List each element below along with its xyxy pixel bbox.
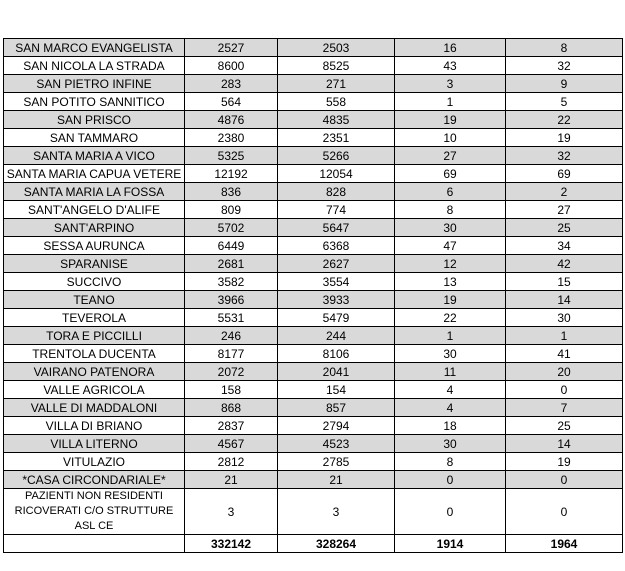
table-row — [4, 291, 623, 309]
value-cell: 5 — [506, 93, 623, 111]
table-row — [4, 201, 623, 219]
value-cell: 5266 — [278, 147, 395, 165]
table-row — [4, 435, 623, 453]
table-row — [4, 183, 623, 201]
value-cell: 2527 — [185, 39, 278, 57]
comune-cell: VALLE AGRICOLA — [4, 381, 185, 399]
value-cell: 4876 — [185, 111, 278, 129]
value-cell: 21 — [185, 471, 278, 489]
table-row — [4, 147, 623, 165]
comune-cell: VITULAZIO — [4, 453, 185, 471]
value-cell: 25 — [506, 417, 623, 435]
value-cell: 5702 — [185, 219, 278, 237]
value-cell: 5325 — [185, 147, 278, 165]
table-row — [4, 237, 623, 255]
data-table — [3, 38, 623, 553]
table-row — [4, 309, 623, 327]
comune-cell: SAN POTITO SANNITICO — [4, 93, 185, 111]
table-row — [4, 345, 623, 363]
value-cell: 27 — [506, 201, 623, 219]
value-cell: 154 — [278, 381, 395, 399]
value-cell: 42 — [506, 255, 623, 273]
comune-cell: TEVEROLA — [4, 309, 185, 327]
value-cell: 3 — [185, 489, 278, 535]
value-cell: 3554 — [278, 273, 395, 291]
value-cell: 6368 — [278, 237, 395, 255]
value-cell: 8 — [506, 39, 623, 57]
value-cell: 10 — [395, 129, 506, 147]
table-row — [4, 165, 623, 183]
value-cell: 4567 — [185, 435, 278, 453]
table-row — [4, 417, 623, 435]
value-cell: 69 — [395, 165, 506, 183]
value-cell: 8177 — [185, 345, 278, 363]
value-cell: 564 — [185, 93, 278, 111]
value-cell: 12054 — [278, 165, 395, 183]
table-row — [4, 327, 623, 345]
value-cell: 2380 — [185, 129, 278, 147]
value-cell: 7 — [506, 399, 623, 417]
value-cell: 8106 — [278, 345, 395, 363]
value-cell: 774 — [278, 201, 395, 219]
comune-cell: VILLA LITERNO — [4, 435, 185, 453]
table-row — [4, 273, 623, 291]
comune-cell: SANT'ANGELO D'ALIFE — [4, 201, 185, 219]
value-cell: 857 — [278, 399, 395, 417]
value-cell: 19 — [506, 453, 623, 471]
comune-cell: SAN TAMMARO — [4, 129, 185, 147]
value-cell: 69 — [506, 165, 623, 183]
value-cell: 22 — [506, 111, 623, 129]
value-cell: 8525 — [278, 57, 395, 75]
comune-cell: SAN PIETRO INFINE — [4, 75, 185, 93]
value-cell: 1 — [506, 327, 623, 345]
value-cell: 3582 — [185, 273, 278, 291]
value-cell: 828 — [278, 183, 395, 201]
value-cell: 11 — [395, 363, 506, 381]
value-cell: 8 — [395, 453, 506, 471]
value-cell: 0 — [395, 471, 506, 489]
value-cell: 34 — [506, 237, 623, 255]
value-cell: 19 — [395, 291, 506, 309]
comune-cell: TEANO — [4, 291, 185, 309]
totals-row — [4, 535, 623, 553]
value-cell: 3 — [395, 75, 506, 93]
value-cell: 9 — [506, 75, 623, 93]
comune-cell: SANTA MARIA A VICO — [4, 147, 185, 165]
value-cell: 19 — [506, 129, 623, 147]
value-cell: 15 — [506, 273, 623, 291]
value-cell: 328264 — [278, 535, 395, 553]
value-cell: 0 — [506, 471, 623, 489]
value-cell: 25 — [506, 219, 623, 237]
table-row — [4, 381, 623, 399]
comune-cell: SANTA MARIA LA FOSSA — [4, 183, 185, 201]
value-cell: 30 — [506, 309, 623, 327]
value-cell: 19 — [395, 111, 506, 129]
value-cell: 5531 — [185, 309, 278, 327]
comune-cell: SPARANISE — [4, 255, 185, 273]
value-cell: 2627 — [278, 255, 395, 273]
comune-cell: SANTA MARIA CAPUA VETERE — [4, 165, 185, 183]
value-cell: 3933 — [278, 291, 395, 309]
table-row — [4, 39, 623, 57]
comune-cell: VILLA DI BRIANO — [4, 417, 185, 435]
value-cell: 0 — [395, 489, 506, 535]
value-cell: 2837 — [185, 417, 278, 435]
value-cell: 8 — [395, 201, 506, 219]
value-cell: 14 — [506, 291, 623, 309]
value-cell: 32 — [506, 57, 623, 75]
value-cell: 41 — [506, 345, 623, 363]
value-cell: 0 — [506, 489, 623, 535]
value-cell: 836 — [185, 183, 278, 201]
value-cell: 12192 — [185, 165, 278, 183]
table-row — [4, 255, 623, 273]
table-row — [4, 489, 623, 535]
table-row — [4, 363, 623, 381]
value-cell: 12 — [395, 255, 506, 273]
value-cell: 27 — [395, 147, 506, 165]
value-cell: 3 — [278, 489, 395, 535]
comune-cell: TORA E PICCILLI — [4, 327, 185, 345]
value-cell: 32 — [506, 147, 623, 165]
value-cell: 2 — [506, 183, 623, 201]
value-cell: 47 — [395, 237, 506, 255]
value-cell: 246 — [185, 327, 278, 345]
table-row — [4, 219, 623, 237]
value-cell: 13 — [395, 273, 506, 291]
value-cell: 22 — [395, 309, 506, 327]
value-cell: 2812 — [185, 453, 278, 471]
value-cell: 0 — [506, 381, 623, 399]
value-cell: 1964 — [506, 535, 623, 553]
table-row — [4, 129, 623, 147]
value-cell: 2794 — [278, 417, 395, 435]
table-row — [4, 399, 623, 417]
value-cell: 18 — [395, 417, 506, 435]
value-cell: 30 — [395, 345, 506, 363]
value-cell: 4523 — [278, 435, 395, 453]
value-cell: 5479 — [278, 309, 395, 327]
value-cell: 14 — [506, 435, 623, 453]
value-cell: 2041 — [278, 363, 395, 381]
comune-cell: TRENTOLA DUCENTA — [4, 345, 185, 363]
value-cell: 30 — [395, 219, 506, 237]
value-cell: 6449 — [185, 237, 278, 255]
table-row — [4, 471, 623, 489]
comune-cell: VALLE DI MADDALONI — [4, 399, 185, 417]
value-cell: 43 — [395, 57, 506, 75]
value-cell: 244 — [278, 327, 395, 345]
value-cell: 283 — [185, 75, 278, 93]
value-cell: 2503 — [278, 39, 395, 57]
table-row — [4, 57, 623, 75]
value-cell: 8600 — [185, 57, 278, 75]
comune-cell: VAIRANO PATENORA — [4, 363, 185, 381]
value-cell: 30 — [395, 435, 506, 453]
comune-cell: *CASA CIRCONDARIALE* — [4, 471, 185, 489]
comune-cell: SANT'ARPINO — [4, 219, 185, 237]
comune-cell: SAN NICOLA LA STRADA — [4, 57, 185, 75]
value-cell: 1 — [395, 327, 506, 345]
value-cell: 4835 — [278, 111, 395, 129]
table-row — [4, 93, 623, 111]
value-cell: 6 — [395, 183, 506, 201]
value-cell: 1914 — [395, 535, 506, 553]
table-row — [4, 75, 623, 93]
value-cell: 868 — [185, 399, 278, 417]
comune-cell: SAN MARCO EVANGELISTA — [4, 39, 185, 57]
comune-cell: PAZIENTI NON RESIDENTI RICOVERATI C/O STRUTTURE ASL CE — [4, 489, 185, 535]
value-cell: 4 — [395, 399, 506, 417]
value-cell: 558 — [278, 93, 395, 111]
comune-cell — [4, 535, 185, 553]
value-cell: 4 — [395, 381, 506, 399]
value-cell: 2351 — [278, 129, 395, 147]
value-cell: 5647 — [278, 219, 395, 237]
value-cell: 20 — [506, 363, 623, 381]
value-cell: 3966 — [185, 291, 278, 309]
value-cell: 271 — [278, 75, 395, 93]
value-cell: 2681 — [185, 255, 278, 273]
value-cell: 16 — [395, 39, 506, 57]
value-cell: 809 — [185, 201, 278, 219]
value-cell: 158 — [185, 381, 278, 399]
comune-cell: SAN PRISCO — [4, 111, 185, 129]
value-cell: 21 — [278, 471, 395, 489]
value-cell: 332142 — [185, 535, 278, 553]
value-cell: 1 — [395, 93, 506, 111]
value-cell: 2072 — [185, 363, 278, 381]
table-row — [4, 453, 623, 471]
comune-cell: SESSA AURUNCA — [4, 237, 185, 255]
table-row — [4, 111, 623, 129]
comune-cell: SUCCIVO — [4, 273, 185, 291]
value-cell: 2785 — [278, 453, 395, 471]
